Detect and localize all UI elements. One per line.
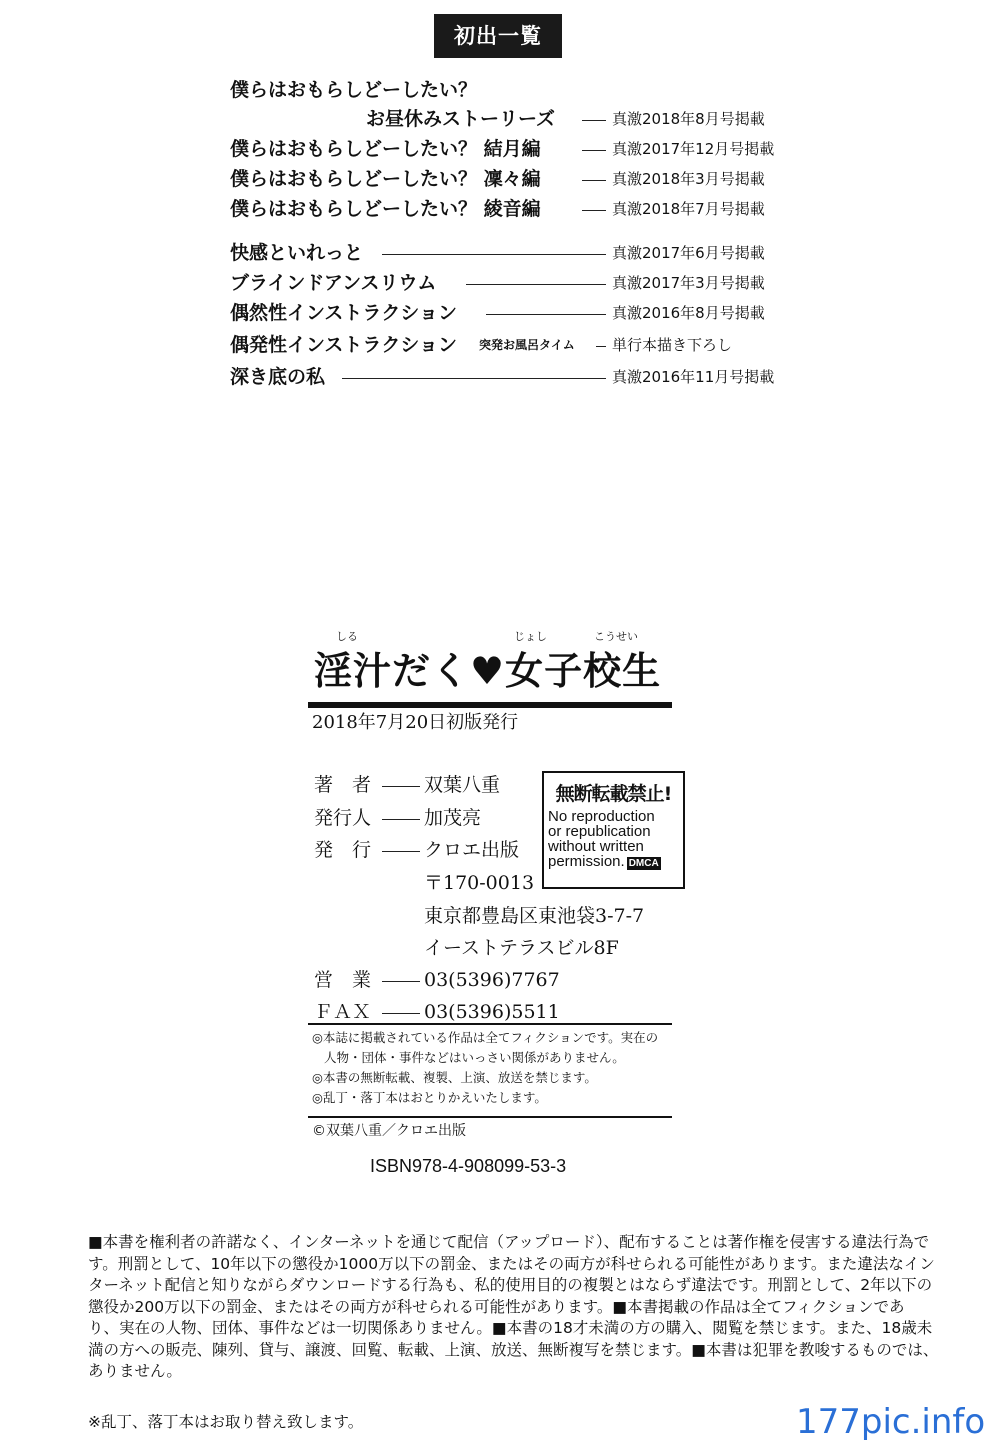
publication-info: 真激2017年12月号掲載 bbox=[612, 140, 775, 158]
publication-info: 真激2017年6月号掲載 bbox=[612, 244, 765, 262]
postal-code: 〒170-0013 bbox=[424, 872, 535, 894]
note-line: 人物・団体・事件などはいっさい関係がありません。 bbox=[324, 1050, 625, 1065]
work-title: 快感といれっと bbox=[230, 242, 364, 264]
leader-dash bbox=[582, 150, 606, 151]
legal-line: ■本書を権利者の許諾なく、インターネットを通じて配信（アップロード）、配布することは著作権を侵害する違法行為で bbox=[88, 1233, 930, 1251]
stamp-title: 無断転載禁止! bbox=[555, 783, 672, 805]
title-ruby: こうせい bbox=[594, 630, 638, 643]
legal-line: す。刑罰として、10年以下の懲役か1000万以下の罰金、またはその両方が科せられる可能性があります。また違法なイン bbox=[88, 1254, 935, 1273]
publisher-person: 加茂亮 bbox=[424, 807, 482, 829]
leader-dash bbox=[582, 120, 606, 121]
leader-dash bbox=[382, 981, 420, 982]
leader-dash bbox=[382, 1013, 420, 1014]
leader-dash bbox=[342, 378, 606, 379]
stamp-line bbox=[548, 854, 683, 870]
stamp-line: No reproduction bbox=[548, 808, 655, 825]
notes-rule bbox=[308, 1116, 672, 1118]
work-title: 僕らはおもらしどーしたい？ 綾音編 bbox=[230, 198, 541, 220]
sales-phone: 03(5396)7767 bbox=[424, 969, 560, 991]
copyright: ©双葉八重／クロエ出版 bbox=[312, 1123, 466, 1139]
stamp-text bbox=[544, 809, 683, 870]
fax-number: 03(5396)5511 bbox=[424, 1001, 560, 1023]
work-title: 僕らはおもらしどーしたい？ 凜々編 bbox=[230, 168, 541, 190]
leader-dash bbox=[582, 180, 606, 181]
title-ruby: じょし bbox=[514, 630, 547, 643]
leader-dash bbox=[582, 210, 606, 211]
note-line: ◎乱丁・落丁本はおとりかえいたします。 bbox=[312, 1090, 547, 1105]
publication-info: 単行本描き下ろし bbox=[612, 336, 733, 354]
leader-dash bbox=[382, 819, 420, 820]
publication-info: 真激2016年8月号掲載 bbox=[612, 304, 765, 322]
dmca-badge: DMCA bbox=[628, 858, 659, 869]
sales-label: 営 業 bbox=[314, 969, 372, 991]
stamp-line: without written bbox=[548, 838, 644, 855]
publisher-name: クロエ出版 bbox=[424, 839, 520, 861]
publisher-label: 発 行 bbox=[314, 839, 372, 861]
leader-dash bbox=[382, 851, 420, 852]
legal-line: 懲役か200万以下の罰金、またはその両方が科せられる可能性があります。■本書掲載の作品は全てフィクションであ bbox=[88, 1297, 905, 1316]
leader-dash bbox=[382, 254, 606, 255]
legal-line: ターネット配信と知りながらダウンロードする行為も、私的使用目的の複製とはならず違法です。刑罰として、2年以下の bbox=[88, 1276, 933, 1294]
release-date: 2018年7月20日初版発行 bbox=[312, 712, 519, 733]
stamp-line: or republication bbox=[548, 823, 651, 840]
title-ruby: しる bbox=[336, 630, 358, 643]
work-title: 僕らはおもらしどーしたい？ bbox=[230, 79, 478, 101]
watermark[interactable]: 177pic.info bbox=[796, 1402, 986, 1442]
work-title: お昼休みストーリーズ bbox=[366, 108, 556, 130]
publisher-person-label: 発行人 bbox=[314, 807, 372, 829]
publication-info: 真激2018年8月号掲載 bbox=[612, 110, 765, 128]
leader-dash bbox=[382, 786, 420, 787]
fax-label: ＦＡＸ bbox=[314, 1001, 372, 1023]
publication-info: 真激2017年3月号掲載 bbox=[612, 274, 765, 292]
publication-info: 真激2018年3月号掲載 bbox=[612, 170, 765, 188]
notes-rule bbox=[308, 1023, 672, 1025]
leader-dash bbox=[486, 314, 606, 315]
work-title: 僕らはおもらしどーしたい？ 結月編 bbox=[230, 138, 541, 160]
work-title: 偶発性インストラクション bbox=[230, 334, 458, 356]
work-title: ブラインドアンスリウム bbox=[230, 272, 437, 294]
author-name: 双葉八重 bbox=[424, 774, 501, 796]
footer-note: ※乱丁、落丁本はお取り替え致します。 bbox=[88, 1413, 364, 1431]
work-title: 深き底の私 bbox=[230, 366, 326, 388]
legal-notice bbox=[88, 1232, 968, 1383]
publication-info: 真激2018年7月号掲載 bbox=[612, 200, 765, 218]
publication-info: 真激2016年11月号掲載 bbox=[612, 368, 775, 386]
note-line: ◎本誌に掲載されている作品は全てフィクションです。実在の bbox=[312, 1030, 659, 1045]
work-title: 偶然性インストラクション bbox=[230, 302, 458, 324]
title-rule bbox=[308, 702, 672, 708]
section-header: 初出一覧 bbox=[434, 14, 562, 58]
legal-line: り、実在の人物、団体、事件などは一切関係ありません。■本書の18才未満の方の購入、閲覧を禁じます。また、18歳未 bbox=[88, 1319, 933, 1337]
no-reproduction-stamp bbox=[542, 771, 685, 889]
book-title: 淫汁だく♥女子校生 bbox=[314, 649, 662, 693]
legal-line: 満の方への販売、陳列、貸与、譲渡、回覧、転載、上演、放送、無断複写を禁じます。■本書は犯罪を教唆するものでは、 bbox=[88, 1340, 939, 1359]
work-subtitle: 突発お風呂タイム bbox=[479, 338, 575, 352]
leader-dash bbox=[466, 284, 606, 285]
author-label: 著 者 bbox=[314, 774, 372, 796]
leader-dash bbox=[596, 346, 606, 347]
legal-line: ありません。 bbox=[88, 1362, 182, 1380]
address-line-2: イーストテラスビル8F bbox=[424, 937, 619, 959]
address-line-1: 東京都豊島区東池袋3-7-7 bbox=[424, 905, 645, 927]
stamp-line: permission. bbox=[548, 853, 625, 870]
isbn: ISBN978-4-908099-53-3 bbox=[370, 1156, 567, 1176]
note-line: ◎本書の無断転載、複製、上演、放送を禁じます。 bbox=[312, 1070, 597, 1085]
